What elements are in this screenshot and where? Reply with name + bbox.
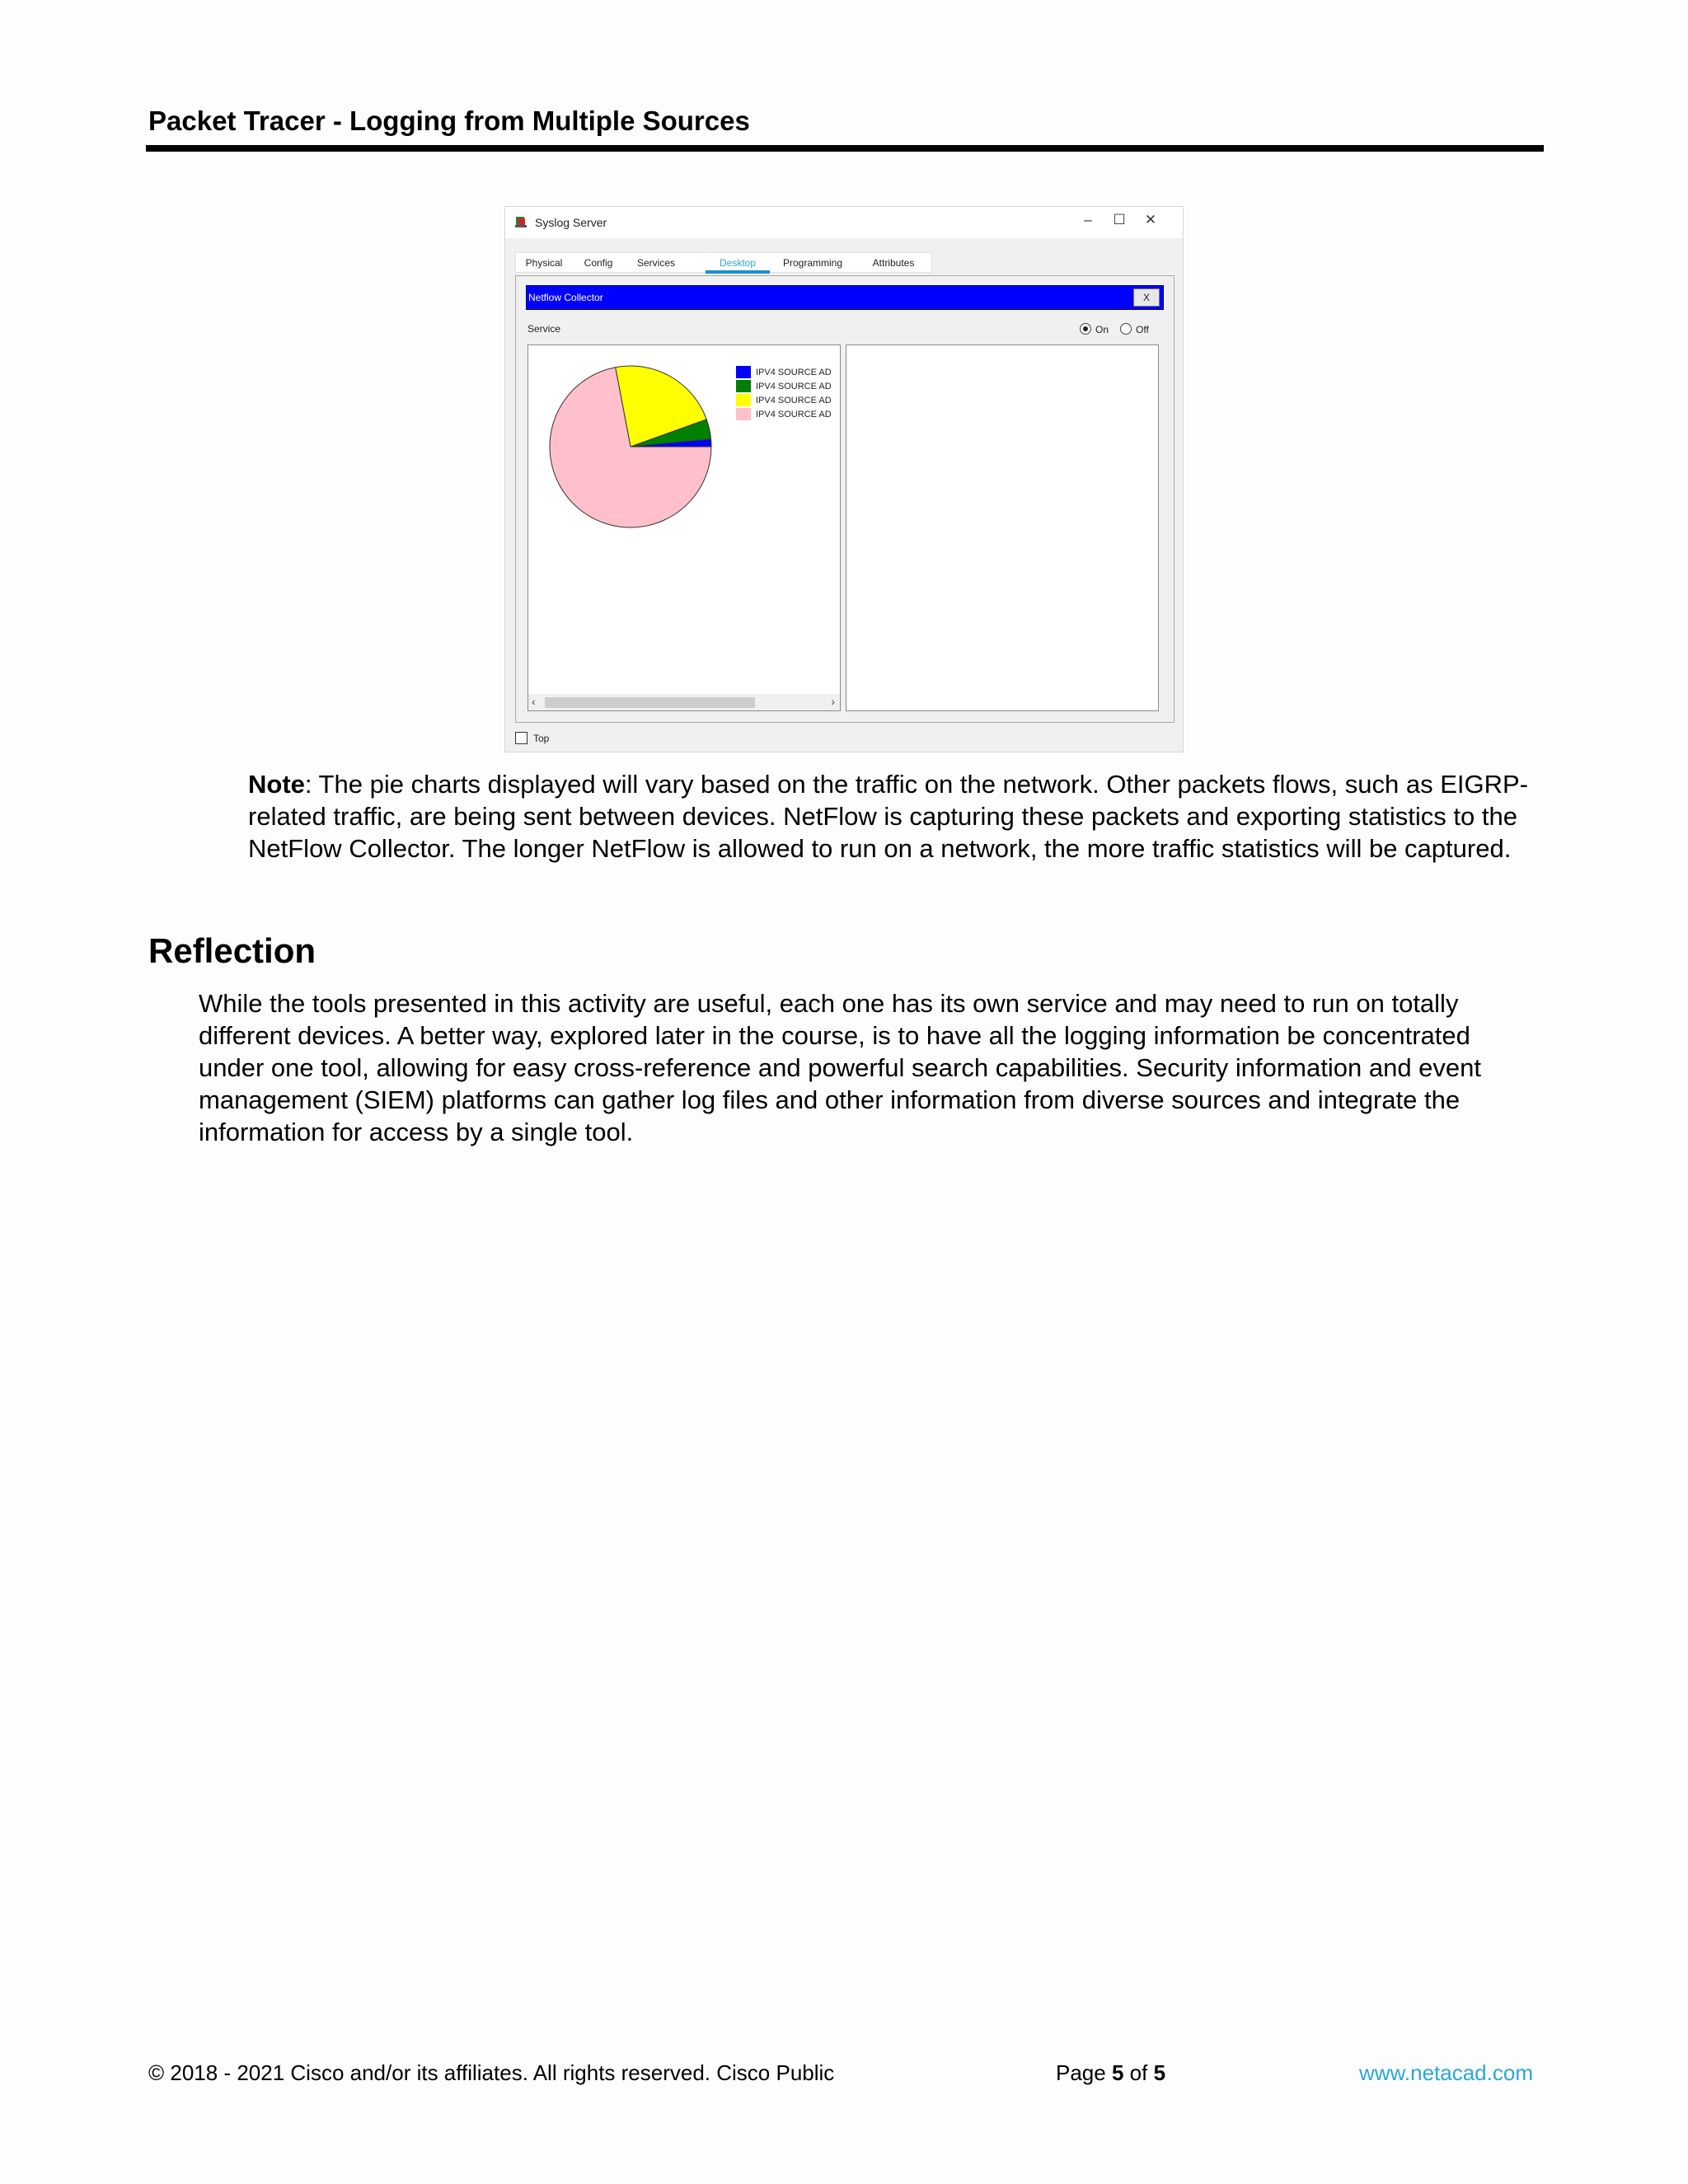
service-on-label: On	[1095, 324, 1109, 335]
collector-title: Netflow Collector	[528, 292, 603, 303]
page-current: 5	[1111, 2060, 1124, 2085]
minimize-button[interactable]: –	[1084, 212, 1092, 227]
service-off-radio[interactable]	[1120, 323, 1132, 335]
tab-desktop[interactable]: Desktop	[706, 253, 770, 274]
window-titlebar	[505, 207, 1183, 238]
horizontal-scrollbar[interactable]	[528, 694, 840, 710]
top-checkbox-label: Top	[533, 733, 550, 744]
tab-attributes[interactable]: Attributes	[872, 257, 915, 269]
tab-services[interactable]: Services	[636, 257, 675, 269]
collector-close-button[interactable]: X	[1133, 288, 1160, 307]
tab-bar	[515, 252, 932, 273]
scrollbar-thumb[interactable]	[545, 697, 755, 708]
note-label: Note	[248, 770, 305, 799]
legend-swatch-3	[736, 408, 751, 420]
syslog-server-window	[504, 206, 1184, 752]
legend-label-2: IPV4 SOURCE AD	[756, 396, 832, 405]
legend-label-1: IPV4 SOURCE AD	[756, 382, 832, 391]
pie-chart	[528, 345, 840, 691]
scroll-left-icon[interactable]: ‹	[532, 695, 536, 708]
tab-config[interactable]: Config	[584, 257, 613, 269]
collector-titlebar	[526, 285, 1164, 310]
footer-copyright: © 2018 - 2021 Cisco and/or its affiliates. All rights reserved. Cisco Public	[148, 2060, 835, 2085]
top-checkbox[interactable]	[515, 732, 528, 744]
window-title: Syslog Server	[535, 216, 607, 229]
service-label: Service	[528, 323, 561, 335]
legend-label-3: IPV4 SOURCE AD	[756, 410, 832, 419]
flow-details-pane	[846, 344, 1159, 711]
legend-swatch-0	[736, 366, 751, 378]
pie-chart-pane	[528, 344, 841, 711]
tab-physical[interactable]: Physical	[525, 257, 563, 269]
scroll-right-icon[interactable]: ›	[831, 695, 835, 708]
maximize-button[interactable]: ☐	[1113, 212, 1126, 227]
service-on-radio[interactable]	[1080, 323, 1091, 335]
legend-swatch-1	[736, 380, 751, 392]
page-header-title: Packet Tracer - Logging from Multiple Sources	[148, 105, 750, 136]
legend-swatch-2	[736, 394, 751, 406]
page-total: 5	[1153, 2060, 1166, 2085]
legend-label-0: IPV4 SOURCE AD	[756, 368, 832, 377]
page-prefix: Page	[1056, 2060, 1112, 2085]
header-rule	[146, 145, 1544, 152]
netflow-collector-panel	[515, 275, 1175, 723]
close-window-button[interactable]: ✕	[1144, 212, 1157, 227]
footer-link[interactable]: www.netacad.com	[1359, 2060, 1533, 2085]
server-app-icon	[513, 215, 530, 230]
footer-page-number	[1056, 2060, 1165, 2086]
note-text: : The pie charts displayed will vary based on the traffic on the network. Other packets flows, such as EIGRP-related traffic, are being sent between devices. NetFlow is capturing these packets and exporting statistics to the NetFlow Collector. The longer NetFlow is allowed to run on a network, the more traffic statistics will be captured.	[248, 770, 1529, 863]
note-paragraph	[248, 768, 1550, 865]
page-mid: of	[1123, 2060, 1154, 2085]
reflection-heading: Reflection	[148, 931, 316, 970]
tab-programming[interactable]: Programming	[782, 257, 843, 269]
service-off-label: Off	[1136, 324, 1149, 335]
reflection-body: While the tools presented in this activity are useful, each one has its own service and may need to run on totally different devices. A better way, explored later in the course, is to have all the logging information be concentrated under one tool, allowing for easy cross-reference and powerful search capabilities. Security information and event management (SIEM) platforms can gather log files and other information from diverse sources and integrate the information for access by a single tool.	[199, 989, 1482, 1146]
